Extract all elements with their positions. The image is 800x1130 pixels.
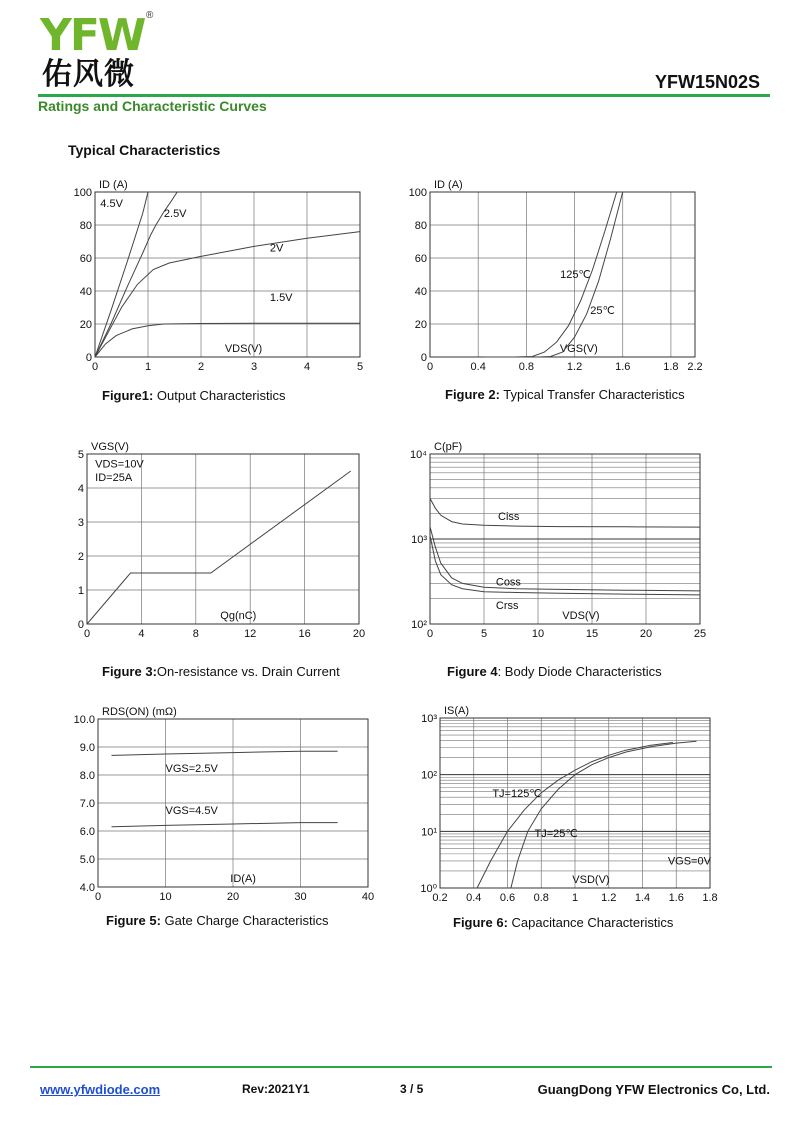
chart6-xtick-label: 1.4 (634, 892, 651, 904)
chart6-xtick-label: 0.8 (533, 892, 549, 904)
caption-figure3-number: Figure 3: (102, 664, 157, 679)
caption-figure2-number: Figure 2: (445, 387, 500, 402)
chart2-series-line (484, 192, 623, 357)
chart1-ytick-label: 80 (79, 220, 92, 232)
chart1-ytick-label: 100 (73, 187, 92, 199)
chart5-xtick-label: 30 (294, 891, 307, 903)
chart4-ylabel: C(pF) (434, 441, 463, 453)
chart4-annotation: Ciss (498, 510, 520, 523)
chart5-xtick-label: 40 (361, 891, 375, 903)
chart1-xlabel: VDS(V) (224, 343, 263, 355)
chart3-ytick-label: 1 (77, 585, 84, 597)
caption-figure1-number: Figure1: (102, 388, 154, 403)
chart3-annotation: VDS=10V (95, 458, 144, 471)
chart4-series-line (430, 527, 700, 591)
chart1-xtick-label: 4 (303, 361, 311, 373)
chart6-annotation: TJ=25℃ (534, 827, 578, 840)
chart2-xlabel: VGS(V) (559, 343, 598, 355)
chart4-series-line (430, 536, 700, 595)
chart5-ytick-label: 10.0 (73, 714, 95, 726)
chart4-xtick-label: 25 (693, 628, 707, 640)
chart5-ytick-label: 4.0 (79, 882, 95, 894)
chart3-xtick-label: 12 (244, 628, 257, 640)
chart6-xtick-label: 1 (571, 892, 579, 904)
chart5-ytick-label: 9.0 (79, 742, 95, 754)
chart6-ytick-label: 10¹ (421, 826, 437, 839)
chart1-annotation: 4.5V (100, 197, 123, 210)
chart4-xtick-label: 20 (639, 628, 653, 640)
chart1-xtick-label: 2 (197, 361, 205, 373)
header-divider (38, 94, 770, 97)
chart4-annotation: Crss (495, 600, 519, 613)
brand-logo: YFW (40, 10, 145, 61)
chart5-ytick-label: 5.0 (79, 854, 95, 866)
chart1-ytick-label: 40 (79, 286, 92, 298)
chart4-annotation: Coss (495, 576, 521, 589)
caption-figure6 (453, 915, 673, 930)
chart3-series-line (87, 471, 351, 624)
chart5-ytick-label: 6.0 (79, 826, 95, 838)
chart5-annotation: VGS=2.5V (165, 763, 218, 776)
caption-figure6-text: Capacitance Characteristics (507, 915, 674, 930)
caption-figure2 (445, 387, 685, 402)
chart3-xtick-label: 20 (352, 628, 366, 640)
chart2-ytick-label: 80 (414, 220, 427, 232)
chart6-xlabel: VSD(V) (572, 874, 610, 886)
chart5-xlabel: ID(A) (230, 873, 256, 885)
chart1-xtick-label: 0 (91, 361, 99, 373)
caption-figure1 (102, 388, 286, 403)
chart3-xtick-label: 16 (298, 628, 311, 640)
chart1-frame (95, 192, 360, 357)
chart3-annotation: ID=25A (95, 472, 133, 485)
chart2-ytick-label: 100 (408, 187, 427, 199)
chart-gate-charge (55, 432, 380, 647)
chart6-xtick-label: 0.2 (432, 892, 448, 904)
chart-on-resistance (55, 700, 380, 905)
chart2-ytick-label: 0 (420, 352, 427, 364)
caption-figure2-text: Typical Transfer Characteristics (499, 387, 685, 402)
caption-figure4 (447, 664, 662, 679)
chart1-annotation: 1.5V (269, 291, 293, 304)
chart5-series-line (112, 751, 338, 755)
chart4-ytick-label: 10³ (411, 534, 427, 546)
chart5-ylabel: RDS(ON) (mΩ) (102, 706, 177, 718)
chart1-ylabel: ID (A) (99, 179, 128, 191)
chart1-series-line (95, 192, 148, 357)
chart6-xtick-label: 1.8 (702, 892, 718, 904)
chart2-xtick-label: 0.8 (518, 361, 535, 373)
chart-output-characteristics (60, 172, 380, 377)
chart4-xtick-label: 0 (426, 628, 434, 640)
chart1-ytick-label: 0 (85, 352, 92, 364)
chart4-xlabel: VDS(V) (562, 610, 600, 622)
chart2-ylabel: ID (A) (434, 179, 463, 191)
chart6-ytick-label: 10³ (421, 713, 437, 725)
chart2-ytick-label: 20 (414, 319, 427, 331)
chart6-xtick-label: 0.6 (499, 892, 516, 904)
chart6-xtick-label: 0.4 (466, 892, 482, 904)
chart2-ytick-label: 40 (414, 286, 427, 298)
chart6-ylabel: IS(A) (444, 705, 470, 717)
chart1-xtick-label: 5 (356, 361, 364, 373)
chart5-series-line (112, 823, 338, 827)
chart4-xtick-label: 10 (531, 628, 545, 640)
chart4-xtick-label: 5 (480, 628, 488, 640)
footer-divider (30, 1066, 772, 1068)
chart4-series-line (430, 498, 700, 527)
chart3-xlabel: Qg(nC) (220, 610, 257, 622)
chart2-xtick-label: 1.8 (663, 361, 679, 373)
chart2-annotation: 125℃ (560, 268, 591, 281)
chart-transfer-characteristics (395, 172, 715, 377)
chart5-annotation: VGS=4.5V (165, 805, 218, 818)
chart4-ytick-label: 10⁴ (410, 449, 427, 461)
footer-website-link[interactable]: www.yfwdiode.com (40, 1082, 161, 1097)
chart3-xtick-label: 8 (192, 628, 199, 640)
chart3-xtick-label: 4 (138, 628, 145, 640)
subtitle: Typical Characteristics (68, 142, 221, 158)
chart1-xtick-label: 3 (250, 361, 258, 373)
footer-page-number: 3 / 5 (400, 1082, 424, 1096)
chart6-annotation: TJ=125℃ (492, 788, 542, 801)
caption-figure5-number: Figure 5: (106, 913, 161, 928)
chart1-ytick-label: 60 (79, 253, 92, 265)
caption-figure1-text: Output Characteristics (153, 388, 286, 403)
chart3-ytick-label: 3 (77, 517, 84, 529)
chart2-annotation: 25℃ (590, 305, 615, 318)
chart2-ytick-label: 60 (414, 253, 427, 265)
brand-logo-chinese: 佑风微 (42, 57, 135, 92)
chart3-ytick-label: 2 (77, 551, 84, 563)
chart1-series-line (95, 232, 360, 357)
chart3-ytick-label: 0 (77, 619, 84, 631)
chart1-xtick-label: 1 (144, 361, 152, 373)
part-number: YFW15N02S (654, 72, 760, 92)
chart1-ytick-label: 20 (79, 319, 92, 331)
caption-figure5-text: Gate Charge Characteristics (160, 913, 329, 928)
footer-company: GuangDong YFW Electronics Co, Ltd. (537, 1082, 770, 1097)
chart2-xtick-label: 1.6 (615, 361, 631, 373)
caption-figure3-text: On-resistance vs. Drain Current (156, 664, 340, 679)
chart6-annotation: VGS=0V (667, 855, 711, 868)
section-title: Ratings and Characteristic Curves (38, 98, 267, 114)
chart6-xtick-label: 1.6 (668, 892, 684, 904)
chart5-ytick-label: 7.0 (79, 798, 95, 810)
caption-figure4-number: Figure 4 (447, 664, 498, 679)
caption-figure4-text: : Body Diode Characteristics (497, 664, 662, 679)
chart2-xtick-label: 0.4 (470, 361, 486, 373)
chart5-xtick-label: 0 (94, 891, 102, 903)
chart5-xtick-label: 10 (159, 891, 172, 903)
chart2-xtick-label: 0 (426, 361, 434, 373)
chart3-ytick-label: 4 (77, 483, 84, 495)
chart1-annotation: 2V (269, 242, 284, 255)
chart6-ytick-label: 10² (421, 769, 437, 782)
caption-figure5 (106, 913, 329, 928)
chart3-ylabel: VGS(V) (91, 441, 129, 453)
chart6-ytick-label: 10⁰ (420, 883, 437, 895)
chart-capacitance (395, 432, 715, 647)
chart2-xtick-label: 2.2 (687, 361, 703, 373)
caption-figure3 (102, 664, 340, 679)
chart-body-diode (395, 700, 720, 905)
chart3-xtick-label: 0 (83, 628, 91, 640)
chart3-ytick-label: 5 (77, 449, 84, 461)
registered-mark: ® (146, 10, 154, 21)
chart5-xtick-label: 20 (226, 891, 240, 903)
chart2-xtick-label: 1.2 (566, 361, 583, 373)
chart4-xtick-label: 15 (585, 628, 599, 640)
chart2-series-line (484, 192, 617, 357)
chart6-xtick-label: 1.2 (601, 892, 617, 904)
footer-revision: Rev:2021Y1 (242, 1082, 310, 1096)
caption-figure6-number: Figure 6: (453, 915, 508, 930)
chart1-annotation: 2.5V (163, 207, 187, 220)
chart5-ytick-label: 8.0 (79, 770, 95, 782)
chart4-ytick-label: 10² (411, 619, 427, 631)
